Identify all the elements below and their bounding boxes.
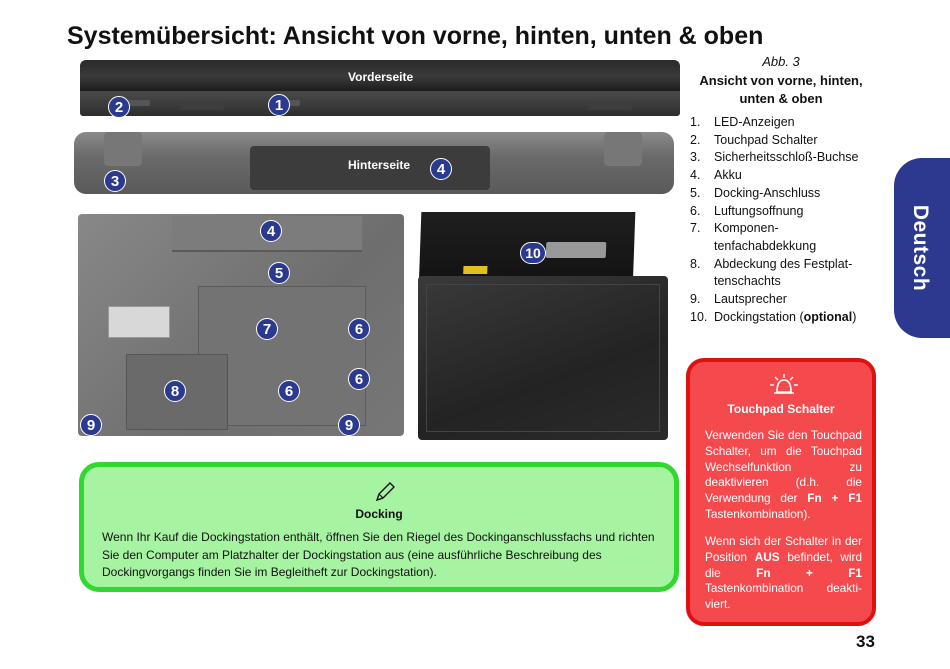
front-speaker-right xyxy=(588,102,632,110)
callout-10: 10 xyxy=(520,242,546,264)
touchpad-note-paragraph-1: Verwenden Sie den Touchpad Schalter, um die Touchpad Wechselfunktion zu deaktivieren (d.h. die Verwendung der Fn + F1 Tastenkombination). xyxy=(705,428,863,521)
lid-panel xyxy=(426,284,660,432)
front-view-label: Vorderseite xyxy=(348,70,414,84)
callout-8: 8 xyxy=(164,380,186,402)
alarm-bell-icon xyxy=(768,372,800,398)
callout-6-b: 6 xyxy=(348,368,370,390)
legend-item: 3. Sicherheitsschloß-Buchse xyxy=(690,150,859,165)
system-overview-figure xyxy=(70,58,680,448)
legend-item: 5. Docking-Anschluss xyxy=(690,185,821,200)
legend-item: 2. Touchpad Schalter xyxy=(690,132,818,147)
figure-number: Abb. 3 xyxy=(762,54,800,69)
legend-item: 6. Luftungsoffnung xyxy=(690,203,804,218)
callout-4-bottom: 4 xyxy=(260,220,282,242)
laptop-top-view xyxy=(418,276,668,440)
touchpad-switch-note xyxy=(686,358,876,626)
callout-6-a: 6 xyxy=(348,318,370,340)
pencil-icon xyxy=(374,481,396,503)
hinge-left xyxy=(104,132,142,166)
page-number: 33 xyxy=(856,632,875,651)
callout-6-c: 6 xyxy=(278,380,300,402)
callout-2: 2 xyxy=(108,96,130,118)
legend-item: 7. Komponen-tenfachabdekkung xyxy=(690,221,817,253)
callout-5: 5 xyxy=(268,262,290,284)
figure-caption: Ansicht von vorne, hinten, unten & oben xyxy=(699,73,863,106)
touchpad-note-title: Touchpad Schalter xyxy=(727,402,835,416)
docking-latch xyxy=(546,242,607,258)
callout-7: 7 xyxy=(256,318,278,340)
hinge-right xyxy=(604,132,642,166)
callout-9-right: 9 xyxy=(338,414,360,436)
legend-item: 9. Lautsprecher xyxy=(690,292,787,307)
legend-item: 4. Akku xyxy=(690,168,742,183)
docking-note xyxy=(79,462,679,592)
figure-legend xyxy=(690,114,874,326)
front-speaker-left xyxy=(180,102,224,110)
legend-item: 8. Abdeckung des Festplat-tenschachts xyxy=(690,256,853,289)
docking-note-title: Docking xyxy=(355,507,403,521)
callout-4-back: 4 xyxy=(430,158,452,180)
language-tab xyxy=(894,158,950,338)
laptop-front-view xyxy=(80,60,680,116)
callout-9-left: 9 xyxy=(80,414,102,436)
legend-item: 1. LED-Anzeigen xyxy=(690,115,795,129)
language-tab-label: Deutsch xyxy=(908,204,932,292)
callout-3: 3 xyxy=(104,170,126,192)
callout-1: 1 xyxy=(268,94,290,116)
docking-label xyxy=(463,266,487,274)
back-view-label: Hinterseite xyxy=(348,158,411,172)
page-title: Systemübersicht: Ansicht von vorne, hinten, unten & oben xyxy=(67,22,764,50)
touchpad-note-paragraph-2: Wenn sich der Schalter in der Position AUS befindet, wird die Fn + F1 Tastenkombination deakti-viert. xyxy=(705,534,862,612)
legend-item: 10. Dockingstation (optional) xyxy=(690,309,857,324)
docking-note-text: Wenn Ihr Kauf die Dockingstation enthält, öffnen Sie den Riegel des Dockinganschlussfachs und richten Sie den Computer am Platzhalter der Dockingstation aus (eine ausführliche Beschreibung des Dockingvorgangs finden Sie im Begleitheft zur Dockingstation). xyxy=(102,530,655,579)
bottom-label-sticker xyxy=(108,306,170,338)
